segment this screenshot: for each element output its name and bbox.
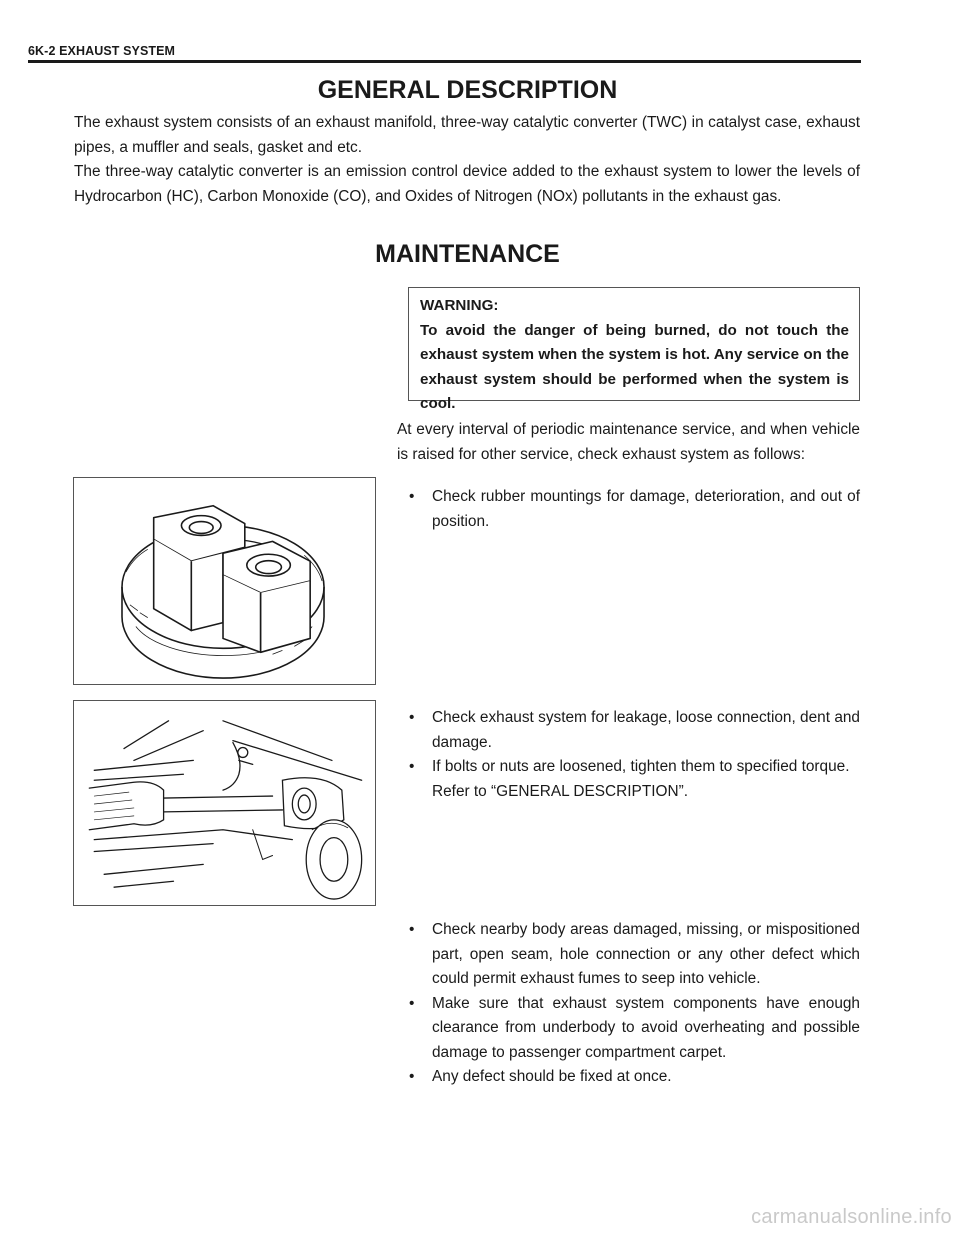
body-area-checklist bbox=[407, 918, 860, 1090]
checklist-item: • Any defect should be fixed at once. bbox=[407, 1065, 860, 1090]
rubber-mounting-figure bbox=[73, 477, 376, 685]
maintenance-heading: MAINTENANCE bbox=[375, 240, 560, 268]
general-paragraph-1: The exhaust system consists of an exhaust manifold, three-way catalytic converter (TWC) in catalyst case, exhaust pipes, a muffler and seals, gasket and etc. bbox=[74, 114, 860, 156]
warning-box bbox=[408, 287, 860, 412]
checklist-reference: Refer to “GENERAL DESCRIPTION”. bbox=[432, 782, 688, 800]
header-rule bbox=[28, 60, 861, 63]
exhaust-leak-checklist bbox=[407, 706, 860, 804]
underbody-exhaust-illustration bbox=[74, 701, 375, 905]
maintenance-intro: At every interval of periodic maintenance service, and when vehicle is raised for other service, check exhaust system as follows: bbox=[397, 421, 860, 463]
general-description-text bbox=[74, 111, 860, 209]
warning-text: To avoid the danger of being burned, do not touch the exhaust system when the system is hot. Any service on the exhaust system should be performed when the system is cool. bbox=[420, 321, 849, 412]
checklist-item: • Check rubber mountings for damage, deterioration, and out of position. bbox=[407, 485, 860, 534]
warning-title: WARNING: bbox=[420, 297, 499, 314]
rubber-mounting-checklist bbox=[407, 485, 860, 534]
general-description-heading: GENERAL DESCRIPTION bbox=[317, 76, 618, 104]
general-paragraph-2: The three-way catalytic converter is an emission control device added to the exhaust system to lower the levels of Hydrocarbon (HC), Carbon Monoxide (CO), and Oxides of Nitrogen (NOx) pollutants in the exhaust gas. bbox=[74, 163, 860, 205]
watermark: carmanualsonline.info bbox=[751, 1206, 952, 1228]
checklist-item: • If bolts or nuts are loosened, tighten them to specified torque. Refer to “GENERAL DESCRIPTION”. bbox=[407, 755, 860, 804]
checklist-item: • Check nearby body areas damaged, missing, or mispositioned part, open seam, hole connection or any other defect which could permit exhaust fumes to seep into vehicle. bbox=[407, 918, 860, 992]
checklist-item: • Check exhaust system for leakage, loose connection, dent and damage. bbox=[407, 706, 860, 755]
rubber-mounting-illustration bbox=[74, 478, 375, 684]
page-section-label: 6K-2 EXHAUST SYSTEM bbox=[28, 44, 176, 58]
checklist-item: • Make sure that exhaust system components have enough clearance from underbody to avoid overheating and possible damage to passenger compartment carpet. bbox=[407, 992, 860, 1066]
underbody-exhaust-figure bbox=[73, 700, 376, 906]
